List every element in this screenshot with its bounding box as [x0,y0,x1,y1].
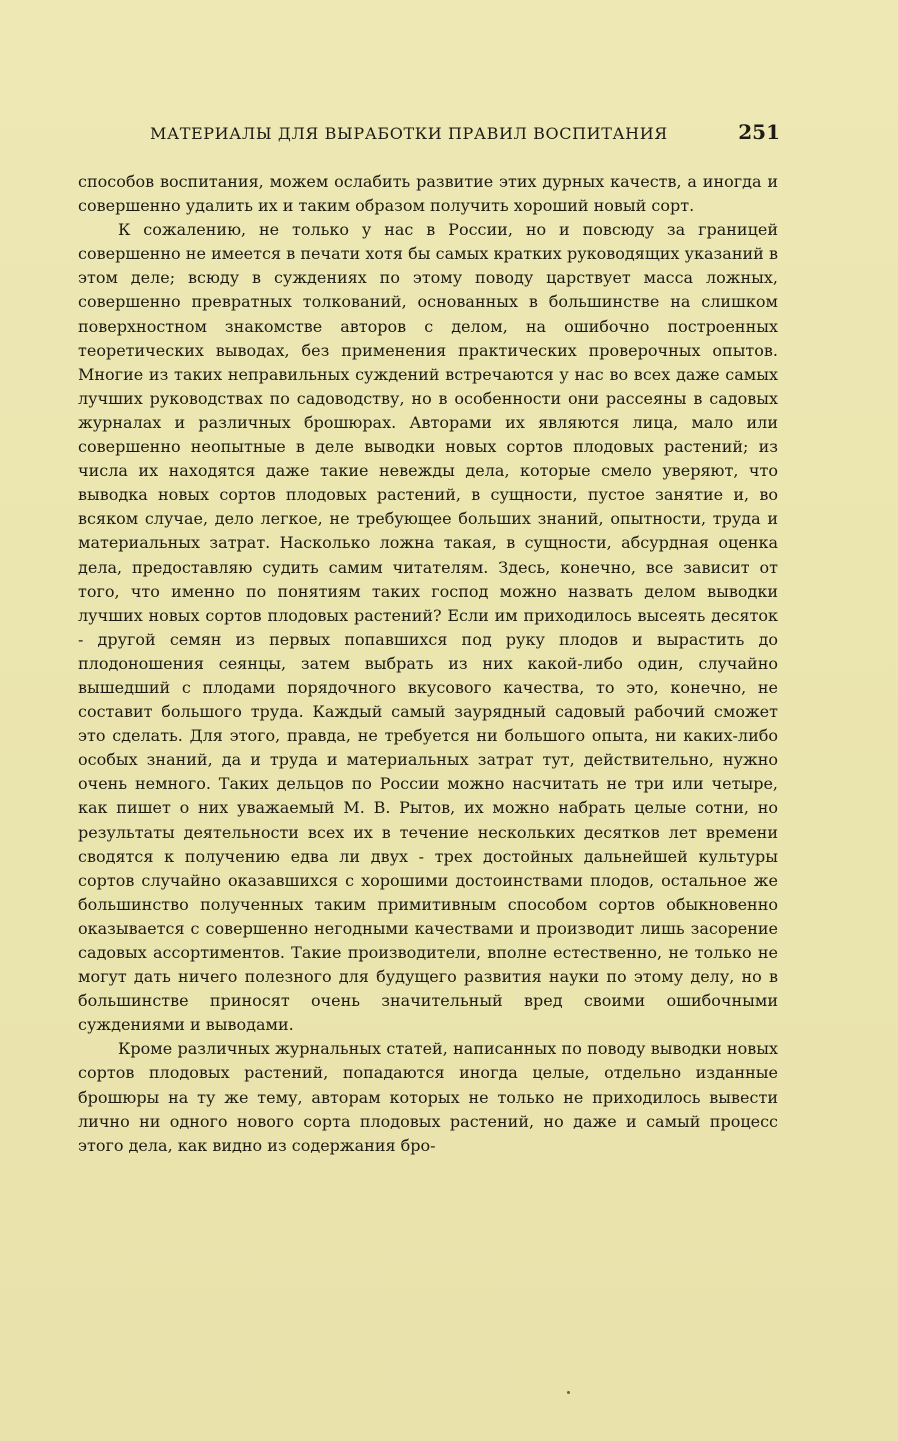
scan-speck [567,1391,570,1394]
running-title: МАТЕРИАЛЫ ДЛЯ ВЫРАБОТКИ ПРАВИЛ ВОСПИТАНИЯ [150,124,668,143]
body-text [78,170,778,1158]
page-number: 251 [738,120,780,144]
page-header [150,120,780,150]
paragraph-2: К сожалению, не только у нас в России, но и повсюду за границей совершенно не имеется в печати хотя бы самых кратких руководящих указаний в этом деле; всюду в суждениях по этому поводу царствует масса ложных, совершенно превратных толкований, основанных в большинстве на слишком поверхностном знакомстве авторов с делом, на ошибочно построенных теоретических выводах, без применения практических проверочных опытов. Многие из таких неправильных суждений встречаются у нас во всех даже самых лучших руководствах по садоводству, но в особенности они рассеяны в садовых журналах и различных брошюрах. Авторами их являются лица, мало или совершенно неопытные в деле выводки новых сортов плодовых растений; из числа их находятся даже такие невежды дела, которые смело уверяют, что выводка новых сортов плодовых растений, в сущности, пустое занятие и, во всяком случае, дело легкое, не требующее больших знаний, опытности, труда и материальных затрат. Насколько ложна такая, в сущности, абсурдная оценка дела, предоставляю судить самим читателям. Здесь, конечно, все зависит от того, что именно по понятиям таких господ можно назвать делом выводки лучших новых сортов плодовых растений? Если им приходилось высеять десяток - другой семян из первых попавшихся под руку плодов и вырастить до плодоношения сеянцы, затем выбрать из них какой-либо один, случайно вышедший с плодами порядочного вкусового качества, то это, конечно, не составит большого труда. Каждый самый заурядный садовый рабочий сможет это сделать. Для этого, правда, не требуется ни большого опыта, ни каких-либо особых знаний, да и труда и материальных затрат тут, действительно, нужно очень немного. Таких дельцов по России можно насчитать не три или четыре, как пишет о них уважаемый М. В. Рытов, их можно набрать целые сотни, но результаты деятельности всех их в течение нескольких десятков лет времени сводятся к получению едва ли двух - трех достойных дальнейшей культуры сортов случайно оказавшихся с хорошими достоинствами плодов, остальное же большинство полученных таким примитивным способом сортов обыкновенно оказывается с совершенно негодными качествами и производит лишь засорение садовых ассортиментов. Такие производители, вполне естественно, не только не могут дать ничего полезного для будущего развития науки по этому делу, но в большинстве приносят очень значительный вред своими ошибочными суждениями и выводами. [78,220,778,1035]
paragraph-1: способов воспитания, можем ослабить развитие этих дурных качеств, а иногда и совершенно удалить их и таким образом получить хороший новый сорт. [78,172,778,216]
paragraph-3: Кроме различных журнальных статей, написанных по поводу выводки новых сортов плодовых растений, попадаются иногда целые, отдельно изданные брошюры на ту же тему, авторам которых не только не приходилось вывести лично ни одного нового сорта плодовых растений, но даже и самый процесс этого дела, как видно из содержания бро- [78,1039,778,1155]
